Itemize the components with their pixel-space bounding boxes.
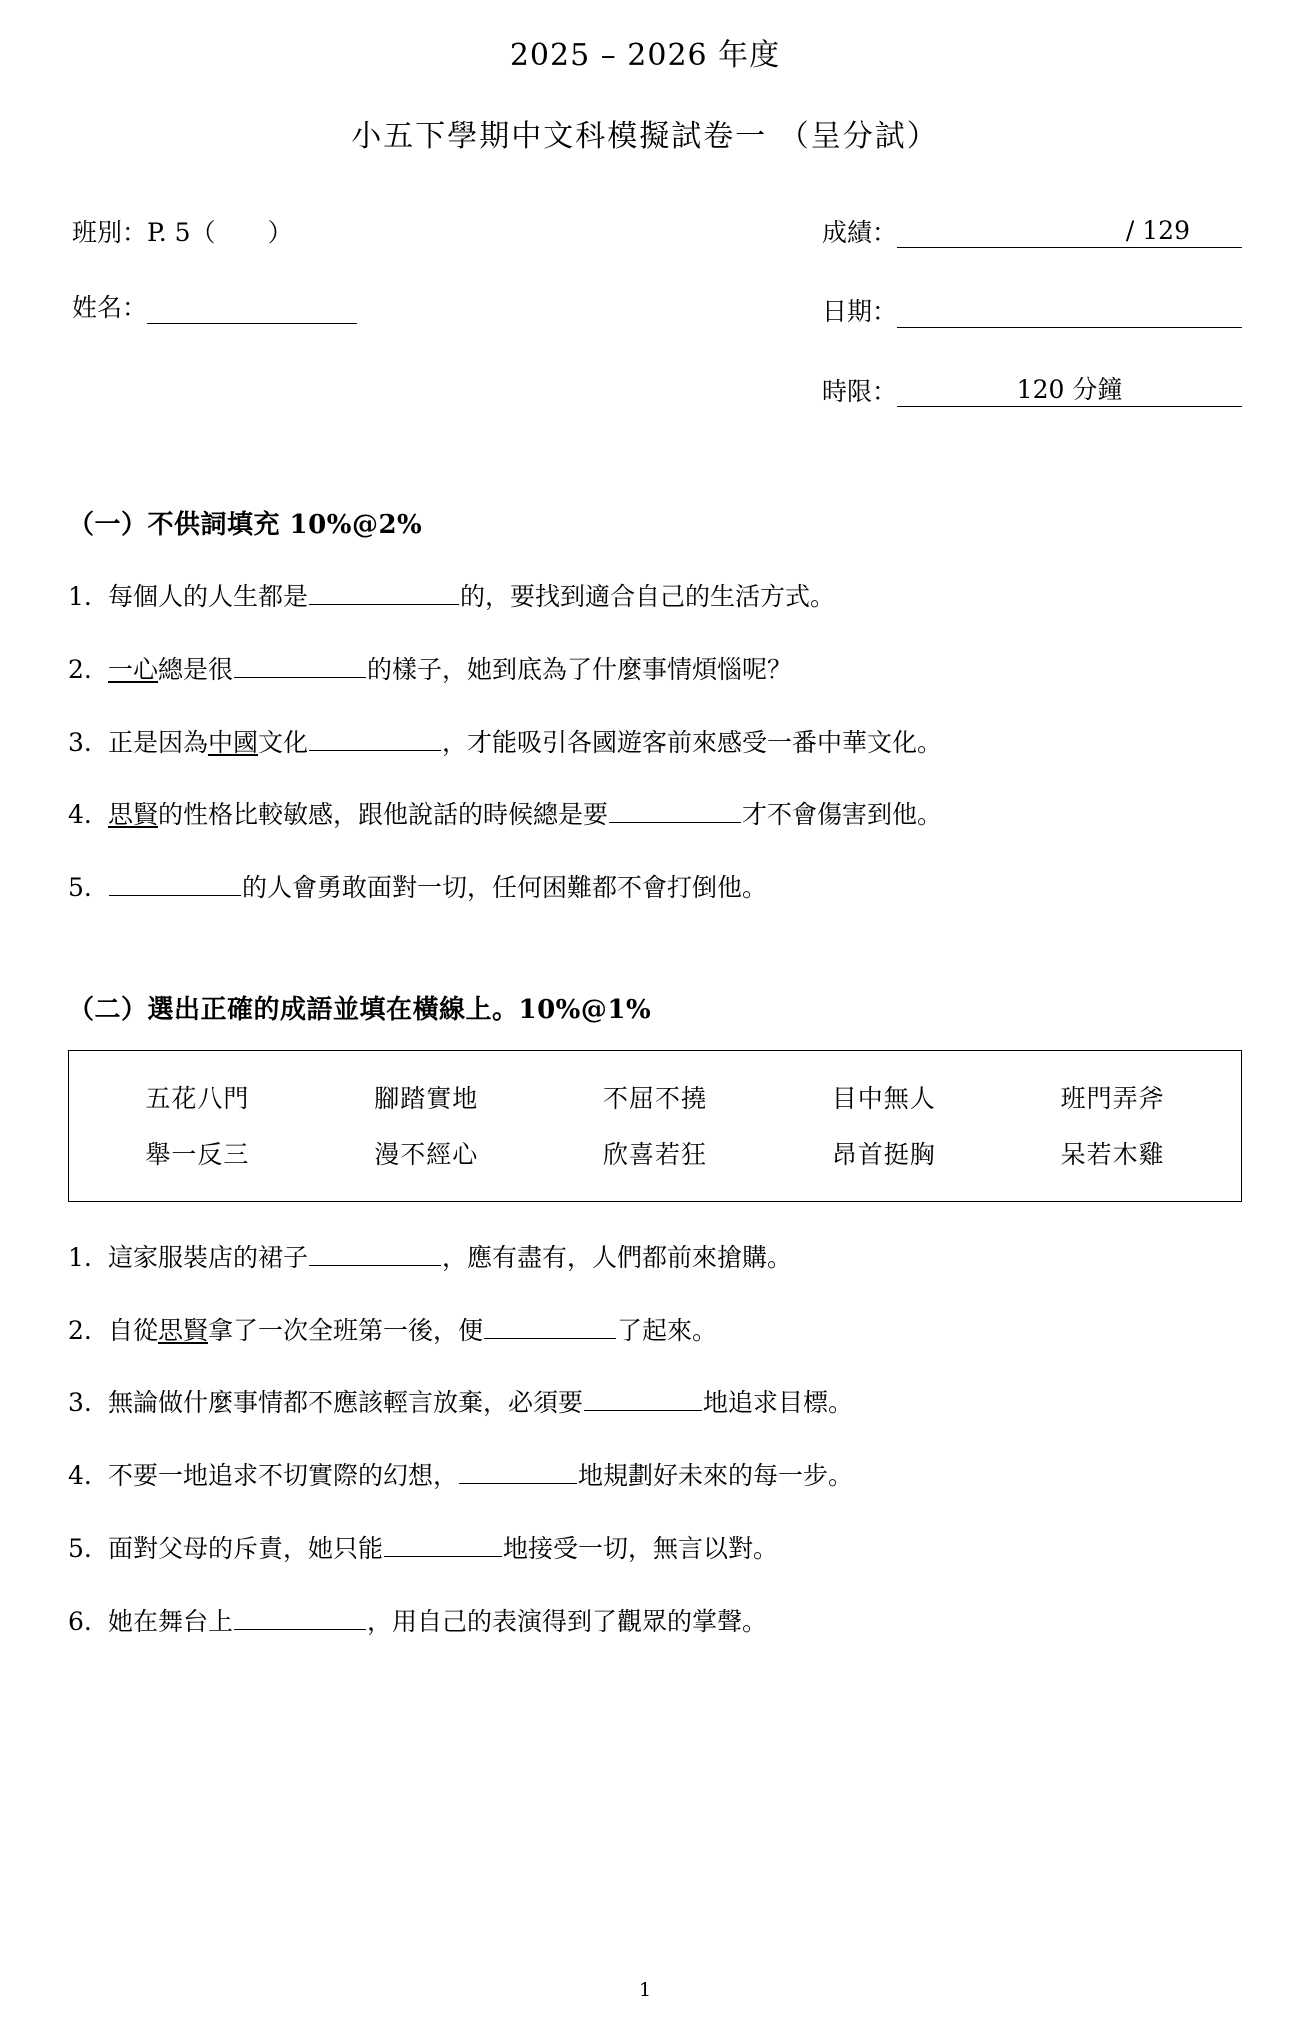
underlined-term: 一心	[108, 654, 159, 684]
underlined-term: 中國	[208, 727, 259, 757]
idiom-option[interactable]: 舉一反三	[145, 1139, 250, 1169]
time-limit-label: 時限：	[822, 376, 898, 406]
question-item	[68, 579, 1242, 614]
question-text	[108, 579, 835, 614]
page-subtitle: 小五下學期中文科模擬試卷一 （呈分試）	[351, 119, 939, 154]
idiom-word-bank	[68, 1050, 1242, 1202]
answer-blank[interactable]	[584, 1385, 702, 1411]
idiom-row	[83, 1125, 1227, 1181]
answer-blank[interactable]	[609, 797, 741, 823]
idiom-option[interactable]: 漫不經心	[374, 1139, 479, 1169]
answer-blank[interactable]	[234, 1604, 366, 1630]
idiom-row	[83, 1069, 1227, 1125]
question-text-run: 文化	[258, 727, 309, 757]
question-number: 2.	[68, 1315, 92, 1345]
idiom-option[interactable]: 昂首挺胸	[831, 1139, 936, 1169]
question-text-run: 不要一地追求不切實際的幻想，	[108, 1461, 459, 1490]
question-item	[68, 1604, 1242, 1639]
question-text	[108, 725, 942, 760]
question-text-run: 自從	[108, 1315, 159, 1345]
date-field-label: 日期：	[822, 297, 898, 327]
question-item	[68, 1458, 1242, 1493]
section-two-question-list	[68, 1240, 1242, 1639]
answer-blank[interactable]	[109, 870, 241, 896]
section-two-heading: （二）選出正確的成語並填在橫線上。10%@1%	[68, 994, 652, 1025]
idiom-option[interactable]: 欣喜若狂	[602, 1139, 707, 1169]
question-text	[108, 1313, 717, 1348]
question-text-run: 的，要找到適合自己的生活方式。	[460, 582, 836, 611]
question-text	[108, 870, 767, 905]
question-number: 5.	[68, 873, 92, 902]
class-field-close-paren: ）	[267, 218, 293, 247]
question-text	[108, 797, 942, 832]
answer-blank[interactable]	[309, 579, 459, 605]
question-item	[68, 725, 1242, 760]
question-item	[68, 797, 1242, 832]
question-text-run: 地規劃好未來的每一步。	[578, 1461, 854, 1490]
question-text-run: ，才能吸引各國遊客前來感受一番中華文化。	[442, 727, 943, 757]
idiom-option[interactable]: 呆若木雞	[1060, 1139, 1165, 1169]
question-text	[108, 1458, 853, 1493]
question-text-run: 才不會傷害到他。	[742, 800, 943, 830]
question-text-run: 每個人的人生都是	[108, 582, 309, 611]
question-text-run: 地追求目標。	[703, 1388, 854, 1418]
question-text-run: 總是很	[158, 654, 234, 684]
class-field-row	[72, 217, 592, 248]
question-text-run: 拿了一次全班第一後，便	[208, 1315, 484, 1345]
question-item	[68, 1385, 1242, 1420]
question-text-run: 地接受一切，無言以對。	[503, 1533, 779, 1563]
question-text-run: 的樣子，她到底為了什麼事情煩惱呢？	[367, 654, 793, 684]
time-limit-value: 120 分鐘	[1016, 374, 1123, 404]
question-number: 3.	[68, 1388, 92, 1418]
date-field-input[interactable]	[897, 300, 1242, 328]
idiom-option[interactable]: 班門弄斧	[1060, 1083, 1165, 1113]
section-two	[0, 989, 1290, 1639]
question-item	[68, 1531, 1242, 1566]
score-field-row	[822, 217, 1242, 248]
question-text	[108, 1604, 767, 1639]
student-info-block	[0, 217, 1290, 432]
question-text	[108, 1240, 792, 1275]
question-text	[108, 652, 792, 687]
question-number: 5.	[68, 1533, 92, 1563]
idiom-option[interactable]: 五花八門	[145, 1083, 250, 1113]
answer-blank[interactable]	[484, 1313, 616, 1339]
question-text-run: ，應有盡有，人們都前來搶購。	[442, 1242, 793, 1272]
question-text-run: 了起來。	[617, 1315, 718, 1345]
question-number: 1.	[68, 582, 92, 611]
answer-blank[interactable]	[459, 1458, 577, 1484]
answer-blank[interactable]	[309, 1240, 441, 1266]
score-field-input[interactable]	[897, 216, 1242, 248]
underlined-term: 思賢	[158, 1315, 209, 1345]
question-number: 6.	[68, 1606, 92, 1636]
page-number: 1	[638, 1979, 652, 2001]
question-item	[68, 1313, 1242, 1348]
name-field-label: 姓名：	[72, 293, 148, 323]
section-one-heading: （一）不供詞填充 10%@2%	[68, 510, 423, 540]
answer-blank[interactable]	[384, 1531, 502, 1557]
question-number: 4.	[68, 1461, 92, 1490]
section-one-question-list	[68, 579, 1242, 905]
question-number: 2.	[68, 654, 92, 684]
score-field-label: 成績：	[822, 218, 898, 247]
question-text-run: 面對父母的斥責，她只能	[108, 1533, 384, 1563]
underlined-term: 思賢	[108, 800, 159, 830]
name-field-row	[72, 292, 592, 323]
question-item	[68, 870, 1242, 905]
question-text-run: 的人會勇敢面對一切，任何困難都不會打倒他。	[242, 873, 768, 902]
student-info-left-column	[72, 217, 592, 368]
question-text-run: 正是因為	[108, 727, 209, 757]
question-item	[68, 1240, 1242, 1275]
date-field-row	[822, 296, 1242, 327]
question-text	[108, 1385, 853, 1420]
idiom-option[interactable]: 腳踏實地	[374, 1083, 479, 1113]
question-number: 3.	[68, 727, 92, 757]
answer-blank[interactable]	[309, 725, 441, 751]
question-text-run: 她在舞台上	[108, 1606, 234, 1636]
question-text-run: 無論做什麼事情都不應該輕言放棄，必須要	[108, 1388, 584, 1418]
time-limit-row	[822, 376, 1242, 407]
question-text-run: 的性格比較敏感，跟他說話的時候總是要	[158, 800, 609, 830]
answer-blank[interactable]	[234, 652, 366, 678]
idiom-option[interactable]: 不屈不撓	[602, 1083, 707, 1113]
name-field-input[interactable]	[147, 296, 357, 324]
question-number: 4.	[68, 800, 92, 830]
student-info-right-column	[822, 217, 1242, 455]
score-total-value: / 129	[1125, 216, 1190, 245]
class-field-label: 班別：P. 5（	[72, 218, 216, 247]
question-text	[108, 1531, 778, 1566]
question-text-run: ，用自己的表演得到了觀眾的掌聲。	[367, 1606, 768, 1636]
question-item	[68, 652, 1242, 687]
question-number: 1.	[68, 1242, 92, 1272]
section-one	[0, 504, 1290, 905]
question-text-run: 這家服裝店的裙子	[108, 1242, 309, 1272]
idiom-option[interactable]: 目中無人	[831, 1083, 936, 1113]
time-limit-value-container	[897, 374, 1242, 407]
page-title: 2025 – 2026 年度	[509, 38, 781, 73]
